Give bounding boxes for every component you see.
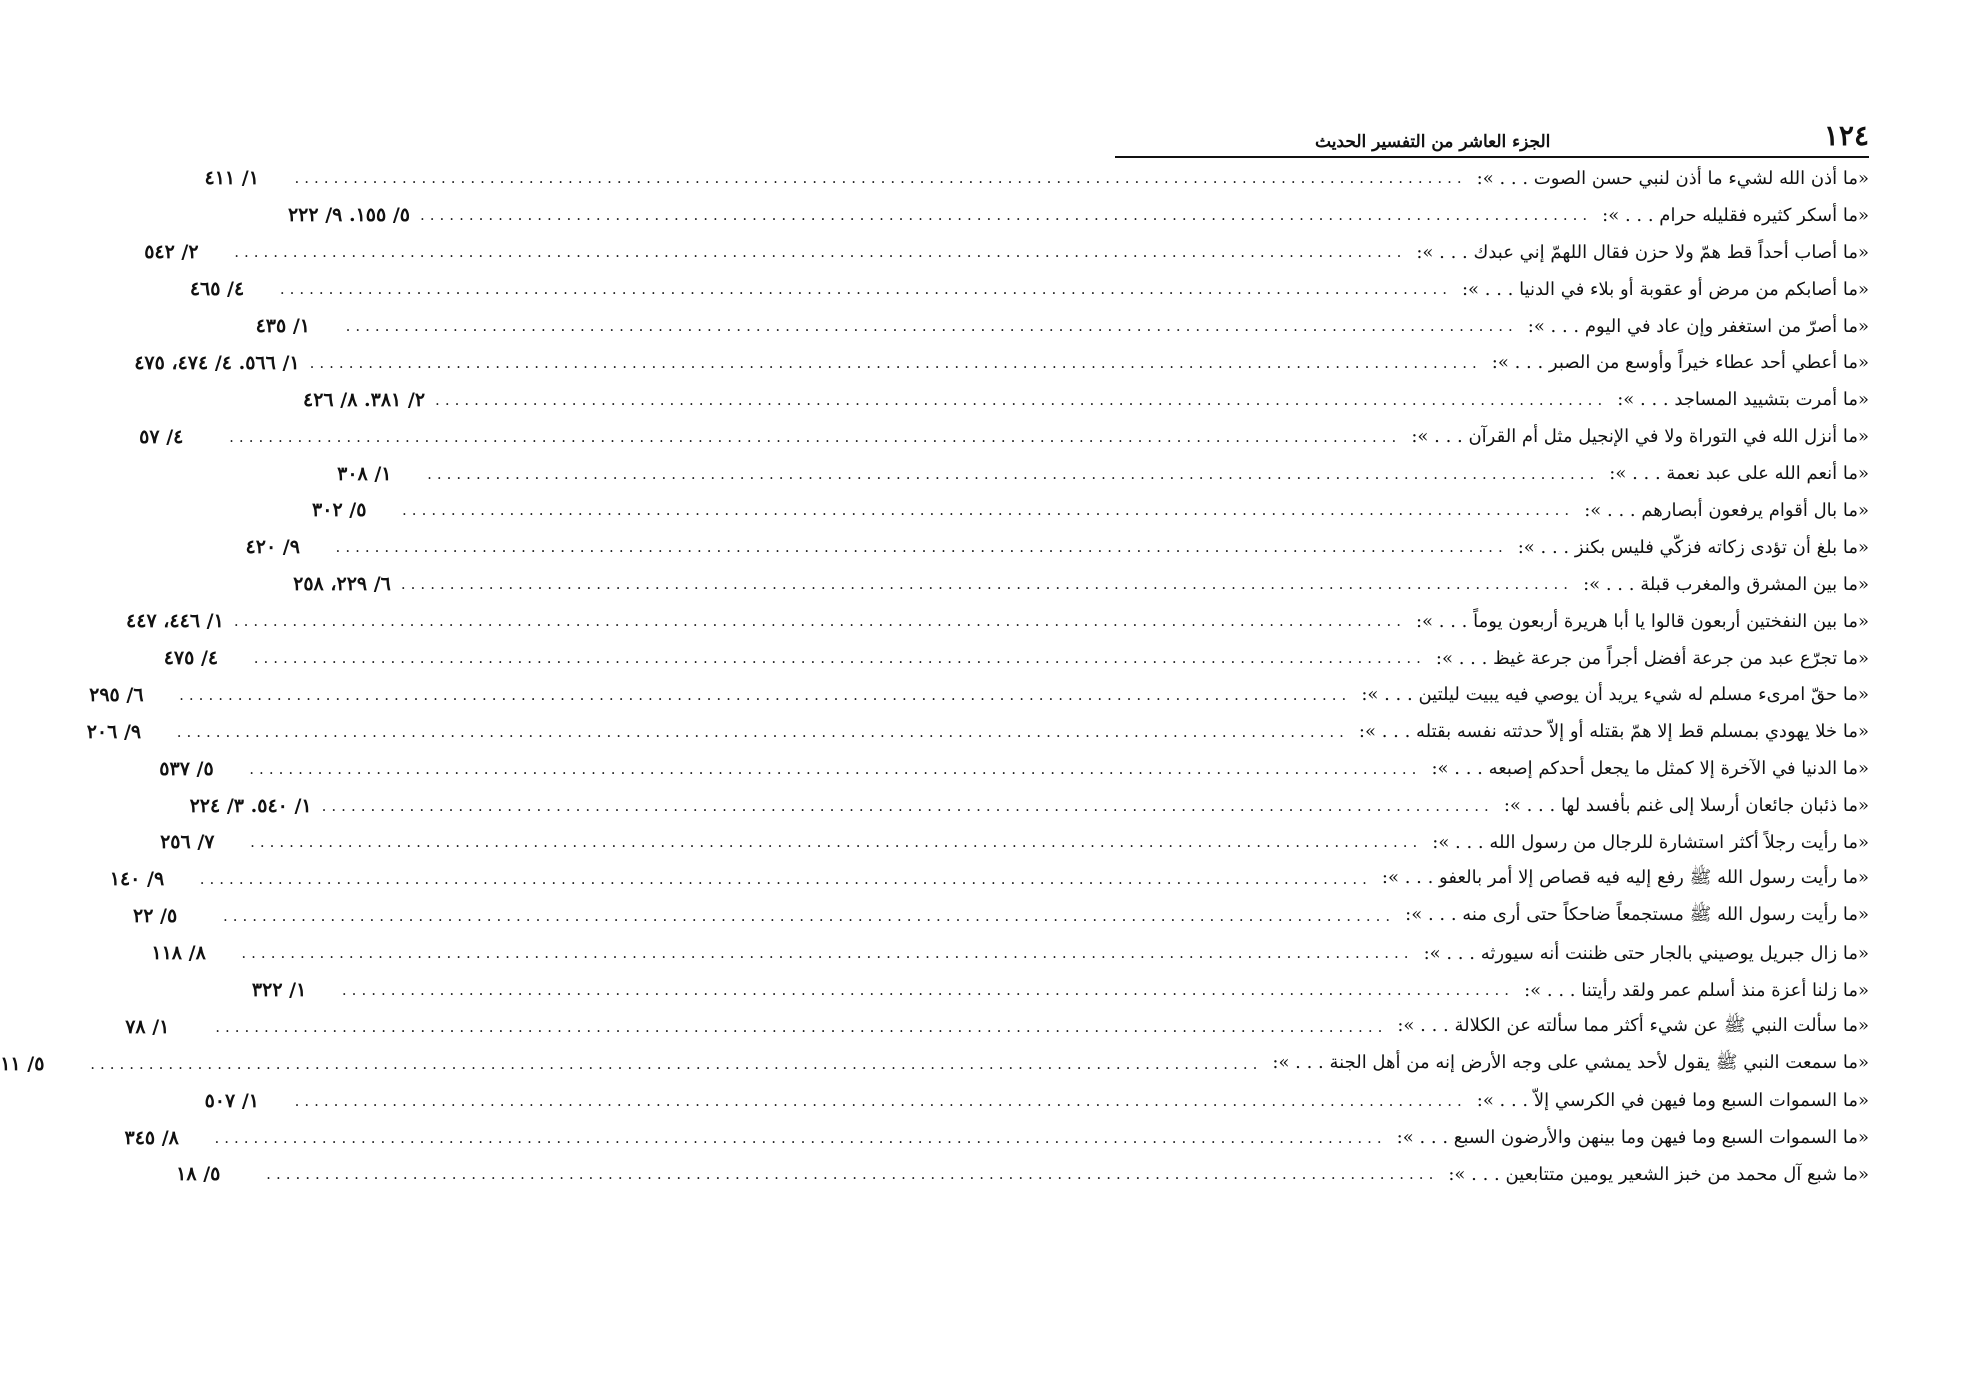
dot-leader: ........................................................................................................................ — [266, 1165, 1439, 1184]
entry-text: «ما بال أقوام يرفعون أبصارهم . . . »: — [1584, 499, 1869, 521]
index-entry — [132, 898, 1869, 935]
entry-reference: ٨/ ١١٨ — [151, 942, 206, 965]
entry-text: «ما أنزل الله في التوراة ولا في الإنجيل مثل أم القرآن . . . »: — [1411, 426, 1869, 448]
index-entry — [134, 344, 1869, 381]
entry-text: «ما تجرّع عبد من جرعة أفضل أجراً من جرعة غيظ . . . »: — [1435, 647, 1869, 669]
index-entry — [189, 271, 1869, 308]
running-title: الجزء العاشر من التفسير الحديث — [1315, 132, 1551, 152]
index-entry — [126, 603, 1869, 640]
page-header — [1115, 112, 1869, 158]
entry-text: «ما سمعت النبي ﷺ يقول لأحد يمشي على وجه الأرض إنه من أهل الجنة . . . »: — [1272, 1051, 1869, 1073]
dot-leader: ........................................................................................................................ — [420, 206, 1593, 225]
entry-reference: ٥/ ١١ — [0, 1052, 45, 1075]
index-entry — [124, 1119, 1869, 1156]
entry-reference: ٥/ ٥٣٧ — [159, 757, 214, 780]
entry-text: «ما بين النفختين أربعون قالوا يا أبا هريرة أربعون يوماً . . . »: — [1415, 610, 1869, 632]
entry-text: «ما سألت النبي ﷺ عن شيء أكثر مما سألته عن الكلالة . . . »: — [1397, 1014, 1869, 1036]
index-entry — [160, 824, 1869, 861]
entry-reference: ٢/ ٣٨١. ٨/ ٤٢٦ — [303, 388, 426, 411]
entry-reference: ٩/ ٢٠٦ — [86, 720, 142, 743]
page-number: ١٢٤ — [1823, 119, 1869, 152]
dot-leader: ........................................................................................................................ — [234, 243, 1407, 262]
entry-text: «ما أمرت بتشييد المساجد . . . »: — [1617, 389, 1869, 411]
entry-text: «ما شبع آل محمد من خبز الشعير يومين متتابعين . . . »: — [1448, 1163, 1869, 1185]
entry-text: «ما زال جبريل يوصيني بالجار حتى ظننت أنه سيورثه . . . »: — [1423, 942, 1869, 964]
entry-text: «ما أذن الله لشيء ما أذن لنبي حسن الصوت . . . »: — [1476, 167, 1869, 189]
index-entry — [255, 308, 1869, 345]
dot-leader: ........................................................................................................................ — [402, 501, 1575, 520]
entry-text: «ما زلنا أعزة منذ أسلم عمر ولقد رأيتنا . . . »: — [1524, 979, 1869, 1001]
dot-leader: ........................................................................................................................ — [176, 722, 1349, 741]
index-entry — [159, 750, 1869, 787]
entry-text: «ما رأيت رجلاً أكثر استشارة للرجال من رسول الله . . . »: — [1432, 831, 1869, 853]
index-entry — [0, 1045, 1869, 1082]
entry-reference: ١/ ٧٨ — [125, 1015, 170, 1038]
entry-reference: ١/ ٥٠٧ — [204, 1089, 259, 1112]
dot-leader: ........................................................................................................................ — [335, 538, 1508, 557]
dot-leader: ........................................................................................................................ — [222, 907, 1396, 926]
entry-reference: ١/ ٤١١ — [204, 167, 259, 190]
dot-leader: ........................................................................................................................ — [345, 317, 1518, 335]
dot-leader: ........................................................................................................................ — [253, 649, 1426, 668]
index-entry — [189, 787, 1869, 824]
entry-reference: ٥/ ٢٢ — [132, 905, 178, 928]
entry-reference: ٤/ ٥٧ — [139, 425, 184, 448]
dot-leader: ........................................................................................................................ — [241, 944, 1414, 963]
dot-leader: ........................................................................................................................ — [229, 427, 1402, 446]
dot-leader: ........................................................................................................................ — [294, 169, 1467, 188]
entry-text: «ما خلا يهودي بمسلم قط إلا همّ بقتله أو إلاّ حدثته نفسه بقتله . . . »: — [1358, 721, 1869, 743]
entry-reference: ١/ ٥٤٠. ٣/ ٢٢٤ — [189, 794, 312, 817]
entry-reference: ١/ ٤٤٦، ٤٤٧ — [126, 610, 224, 633]
dot-leader: ........................................................................................................................ — [90, 1054, 1263, 1073]
dot-leader: ........................................................................................................................ — [250, 833, 1423, 852]
entry-reference: ٥/ ١٥٥. ٩/ ٢٢٢ — [287, 204, 410, 227]
dot-leader: ........................................................................................................................ — [279, 280, 1452, 299]
dot-leader: ........................................................................................................................ — [341, 981, 1515, 1000]
dot-leader: ........................................................................................................................ — [309, 353, 1482, 372]
dot-leader: ........................................................................................................................ — [427, 464, 1600, 483]
dot-leader: ........................................................................................................................ — [199, 870, 1372, 889]
entry-text: «ما أصابكم من مرض أو عقوبة أو بلاء في الدنيا . . . »: — [1461, 278, 1869, 300]
index-entry — [251, 972, 1869, 1009]
dot-leader: ........................................................................................................................ — [179, 685, 1352, 704]
entry-text: «ما بلغ أن تؤدى زكاته فزكّي فليس بكنز . . . »: — [1517, 536, 1869, 558]
dot-leader: ........................................................................................................................ — [214, 1128, 1387, 1147]
entry-text: «ما ذئبان جائعان أرسلا إلى غنم بأفسد لها . . . »: — [1503, 795, 1869, 817]
dot-leader: ........................................................................................................................ — [215, 1017, 1388, 1036]
entry-reference: ٦/ ٢٩٥ — [89, 683, 144, 706]
entry-text: «ما أنعم الله على عبد نعمة . . . »: — [1609, 463, 1869, 485]
index-entry — [293, 566, 1869, 603]
dot-leader: ........................................................................................................................ — [321, 796, 1494, 815]
dot-leader: ........................................................................................................................ — [435, 390, 1608, 409]
index-entry — [245, 529, 1869, 566]
entry-text: «ما أصرّ من استغفر وإن عاد في اليوم . . . »: — [1527, 315, 1869, 337]
entry-text: «ما أصاب أحداً قط همّ ولا حزن فقال اللهمّ إني عبدك . . . »: — [1416, 241, 1869, 263]
entry-reference: ١/ ٣٠٨ — [337, 462, 392, 485]
index-entry — [86, 713, 1869, 750]
entry-text: «ما رأيت رسول الله ﷺ مستجمعاً ضاحكاً حتى أرى منه . . . »: — [1405, 904, 1869, 926]
entry-text: «ما أسكر كثيره فقليله حرام . . . »: — [1602, 204, 1869, 226]
index-entry — [287, 197, 1869, 234]
entry-reference: ١/ ٤٣٥ — [255, 315, 310, 337]
index-entry — [151, 935, 1869, 972]
index-entry — [312, 492, 1869, 529]
entry-reference: ٤/ ٤٦٥ — [189, 278, 245, 301]
dot-leader: ........................................................................................................................ — [400, 575, 1574, 594]
index-entry — [204, 160, 1869, 197]
entry-reference: ١/ ٣٢٢ — [251, 979, 307, 1002]
index-entry — [139, 418, 1869, 455]
entry-reference: ٢/ ٥٤٢ — [144, 241, 199, 264]
entry-reference: ٥/ ١٨ — [176, 1163, 221, 1186]
entry-text: «ما أعطي أحد عطاء خيراً وأوسع من الصبر . . . »: — [1491, 352, 1869, 374]
entry-text: «ما السموات السبع وما فيهن وما بينهن والأرضون السبع . . . »: — [1396, 1127, 1869, 1149]
index-entry — [176, 1156, 1869, 1193]
entry-text: «ما حقّ امرىء مسلم له شيء يريد أن يوصي فيه يبيت ليلتين . . . »: — [1361, 684, 1869, 706]
dot-leader: ........................................................................................................................ — [233, 612, 1406, 631]
entry-reference: ٩/ ١٤٠ — [109, 868, 165, 891]
entry-reference: ٧/ ٢٥٦ — [160, 831, 215, 854]
index-entry — [125, 1008, 1869, 1045]
entry-reference: ٩/ ٤٢٠ — [245, 536, 300, 559]
entry-reference: ٥/ ٣٠٢ — [312, 499, 367, 522]
entry-text: «ما الدنيا في الآخرة إلا كمثل ما يجعل أحدكم إصبعه . . . »: — [1431, 758, 1869, 780]
entry-text: «ما بين المشرق والمغرب قبلة . . . »: — [1583, 573, 1869, 595]
entry-text: «ما رأيت رسول الله ﷺ رفع إليه فيه قصاص إلا أمر بالعفو . . . »: — [1381, 867, 1869, 889]
index-entries — [0, 160, 1869, 1193]
dot-leader: ........................................................................................................................ — [294, 1091, 1467, 1110]
entry-reference: ١/ ٥٦٦. ٤/ ٤٧٤، ٤٧٥ — [134, 351, 300, 374]
index-entry — [337, 455, 1869, 492]
index-entry — [144, 234, 1869, 271]
entry-reference: ٦/ ٢٢٩، ٢٥٨ — [293, 573, 391, 596]
index-entry — [303, 381, 1869, 418]
entry-reference: ٨/ ٣٤٥ — [124, 1126, 179, 1149]
index-entry — [89, 676, 1869, 713]
entry-text: «ما السموات السبع وما فيهن في الكرسي إلاّ . . . »: — [1476, 1090, 1869, 1112]
index-entry — [109, 861, 1869, 898]
dot-leader: ........................................................................................................................ — [249, 759, 1422, 778]
entry-reference: ٤/ ٤٧٥ — [163, 647, 219, 670]
index-entry — [204, 1082, 1869, 1119]
index-entry — [163, 640, 1869, 677]
